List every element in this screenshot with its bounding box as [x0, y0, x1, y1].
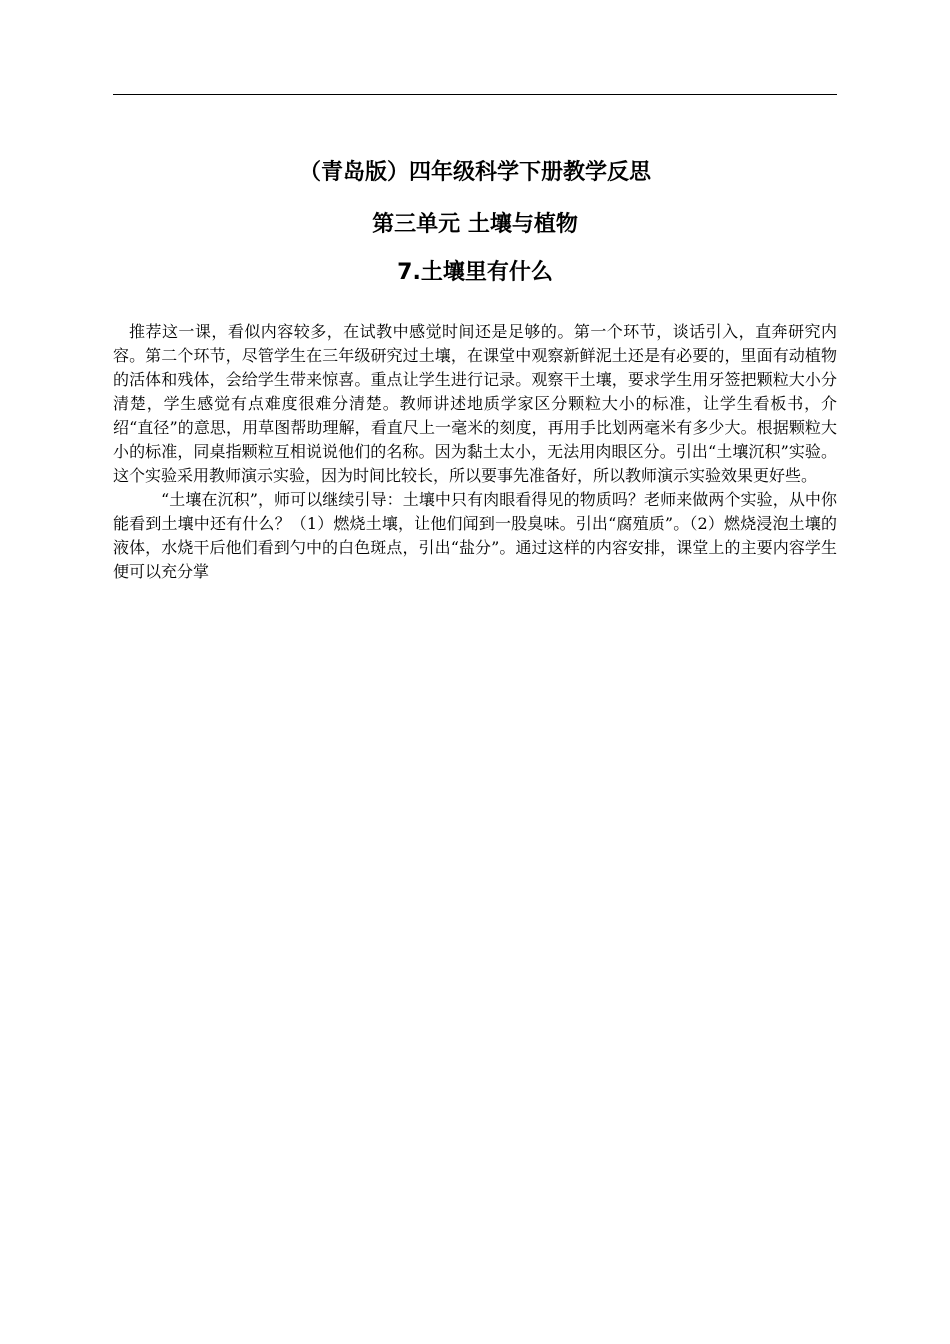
- header-rule: [113, 94, 837, 95]
- lesson-title: 7.土壤里有什么: [397, 260, 553, 285]
- body-text: [113, 320, 837, 584]
- paragraph: “土壤在沉积”，师可以继续引导：土壤中只有肉眼看得见的物质吗？老师来做两个实验，从中你能看到土壤中还有什么？（1）燃烧土壤，让他们闻到一股臭味。引出“腐殖质”。（2）燃烧浸泡土壤的液体，水烧干后他们看到勺中的白色斑点，引出“盐分”。通过这样的内容安排，课堂上的主要内容学生便可以充分掌: [113, 490, 837, 581]
- unit-title: 第三单元 土壤与植物: [372, 212, 578, 237]
- paragraph: 推荐这一课，看似内容较多，在试教中感觉时间还是足够的。第一个环节，谈话引入，直奔研究内容。第二个环节，尽管学生在三年级研究过土壤，在课堂中观察新鲜泥土还是有必要的，里面有动植物的活体和残体，会给学生带来惊喜。重点让学生进行记录。观察干土壤，要求学生用牙签把颗粒大小分清楚，学生感觉有点难度很难分清楚。教师讲述地质学家区分颗粒大小的标准，让学生看板书，介绍“直径”的意思，用草图帮助理解，看直尺上一毫米的刻度，再用手比划两毫米有多少大。根据颗粒大小的标准，同桌指颗粒互相说说他们的名称。因为黏土太小，无法用肉眼区分。引出“土壤沉积”实验。这个实验采用教师演示实验，因为时间比较长，所以要事先准备好，所以教师演示实验效果更好些。: [113, 322, 837, 485]
- document-title: （青岛版）四年级科学下册教学反思: [298, 160, 651, 185]
